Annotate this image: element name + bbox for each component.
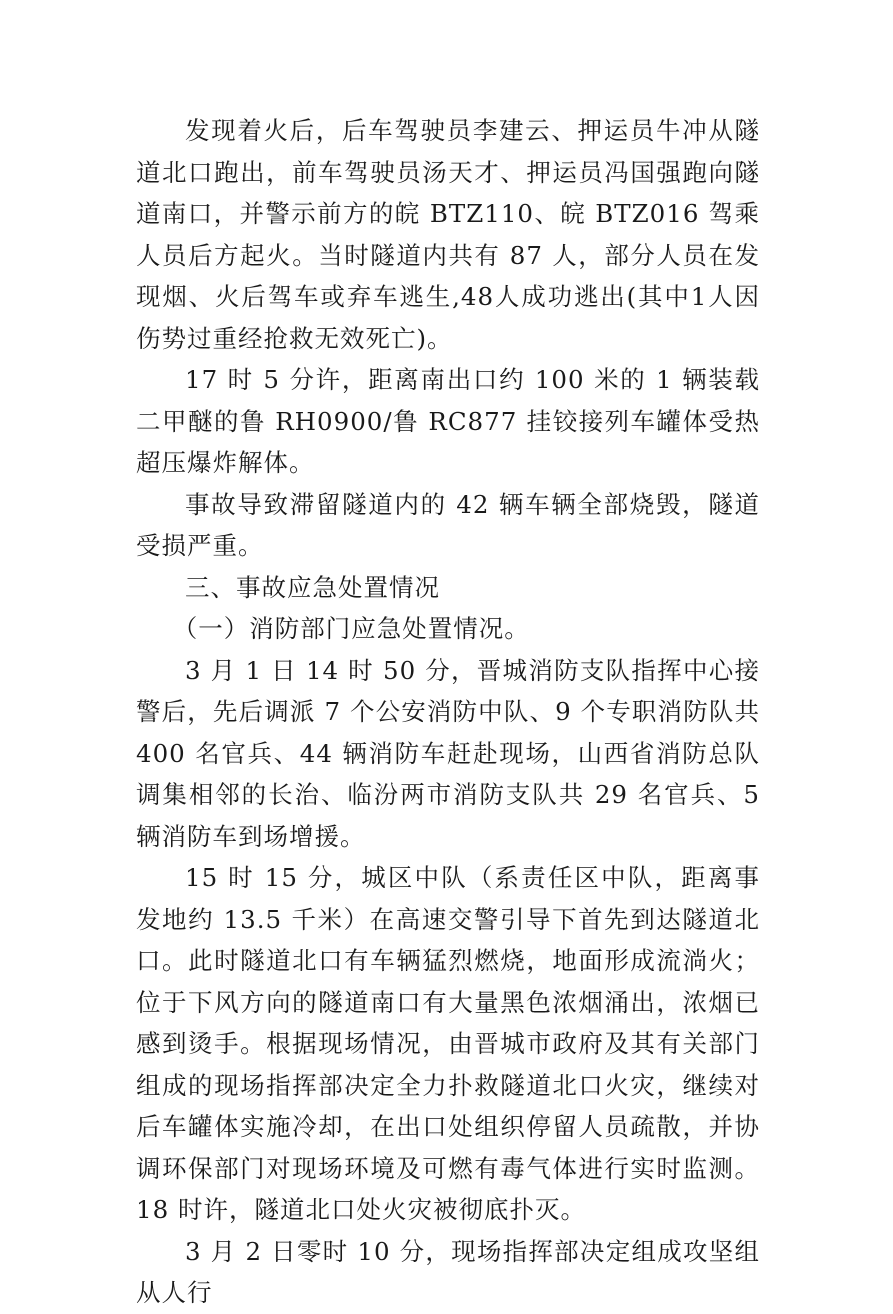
- paragraph-tank-explosion: 17 时 5 分许，距离南出口约 100 米的 1 辆装载二甲醚的鲁 RH0900/鲁 RC877 挂铰接列车罐体受热超压爆炸解体。: [136, 365, 760, 477]
- paragraph-assault-team: 3 月 2 日零时 10 分，现场指挥部决定组成攻坚组从人行: [136, 1236, 760, 1307]
- paragraph-fire-discovery: 发现着火后，后车驾驶员李建云、押运员牛冲从隧道北口跑出，前车驾驶员汤天才、押运员冯国强跑向隧道南口，并警示前方的皖 BTZ110、皖 BTZ016 驾乘人员后方起火。当时隧道内共有 87 人，部分人员在发现烟、火后驾车或弃车逃生,48人成功逃出(其中1人因伤势过重经抢救无效死亡)。: [136, 116, 760, 353]
- paragraph-arrival-north-exit: 15 时 15 分，城区中队（系责任区中队，距离事发地约 13.5 千米）在高速交警引导下首先到达隧道北口。此时隧道北口有车辆猛烈燃烧，地面形成流淌火；位于下风方向的隧道南口有大量黑色浓烟涌出，浓烟已感到烫手。根据现场情况，由晋城市政府及其有关部门组成的现场指挥部决定全力扑救隧道北口火灾，继续对后车罐体实施冷却，在出口处组织停留人员疏散，并协调环保部门对现场环境及可燃有毒气体进行实时监测。18 时许，隧道北口处火灾被彻底扑灭。: [136, 863, 760, 1224]
- paragraph-vehicles-burned: 事故导致滞留隧道内的 42 辆车辆全部烧毁，隧道受损严重。: [136, 489, 760, 560]
- section-heading: 三、事故应急处置情况: [185, 572, 440, 602]
- paragraph-fire-dispatch: 3 月 1 日 14 时 50 分，晋城消防支队指挥中心接警后，先后调派 7 个公安消防中队、9 个专职消防队共 400 名官兵、44 辆消防车赶赴现场，山西省消防总队调集相邻的长治、临汾两市消防支队共 29 名官兵、5 辆消防车到场增援。: [136, 655, 760, 851]
- subsection-heading: （一）消防部门应急处置情况。: [172, 614, 530, 643]
- document-body: [136, 110, 760, 1314]
